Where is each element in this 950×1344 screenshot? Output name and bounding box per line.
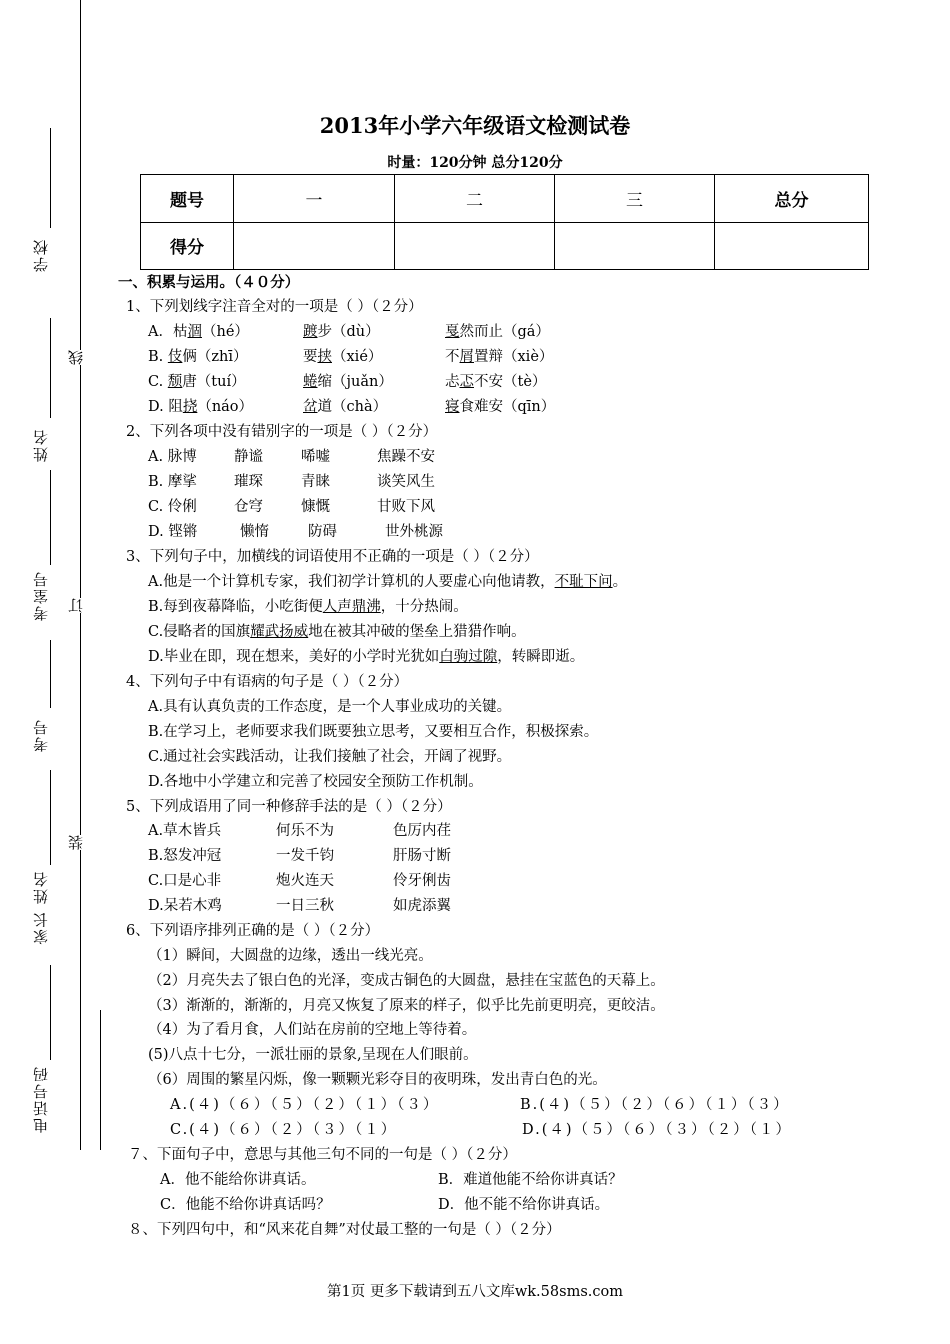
- option-a: A.草木皆兵 何乐不为 色厉内荏: [148, 823, 451, 839]
- option-c: C.(４)（６）（２）（３）（１）: [170, 1122, 398, 1138]
- option-c: C．他能不给你讲真话吗？: [160, 1197, 331, 1213]
- exam-no-label: 考号: [32, 718, 50, 752]
- option-b: B．难道他能不给你讲真话？: [438, 1172, 623, 1188]
- question-stem: 1、下列划线字注音全对的一项是（ ）（２分）: [126, 299, 423, 315]
- question-stem: ８、下列四句中，和“风来花自舞”对仗最工整的一句是（ ）（２分）: [128, 1222, 561, 1238]
- parent-name-blank: [50, 770, 51, 865]
- score-input-cell[interactable]: [715, 222, 869, 270]
- section-heading: 一、积累与运用。（４０分）: [118, 274, 300, 291]
- school-label: 学校: [32, 238, 50, 272]
- name-label: 姓名: [32, 428, 50, 462]
- option-b: B. 摩挲 璀琛 青睐 谈笑风生: [148, 474, 435, 490]
- option-a: A．他不能给你讲真话。: [160, 1172, 316, 1188]
- option-d: D. 阻挠（náo） 岔道（chà） 寝食难安（qīn）: [148, 399, 556, 415]
- parent-name-label: 家长 姓名: [32, 870, 50, 945]
- table-cell: 得分: [141, 222, 234, 270]
- option-c: C. 颓唐（tuí） 蜷缩（juǎn） 忐忑不安（tè）: [148, 374, 547, 390]
- option-a: A．枯涸（hé） 踱步（dù） 戛然而止（gá）: [148, 324, 550, 340]
- sentence-6: （6）周围的繁星闪烁，像一颗颗光彩夺目的夜明珠，发出青白色的光。: [148, 1072, 607, 1088]
- sentence-4: （4）为了看月食，人们站在房前的空地上等待着。: [148, 1022, 477, 1038]
- page-title: 2013年小学六年级语文检测试卷: [319, 113, 631, 138]
- margin-lower-line: [100, 1010, 101, 1150]
- sentence-3: （3）渐渐的，渐渐的，月亮又恢复了原来的样子，似乎比先前更明亮，更皎洁。: [148, 998, 665, 1014]
- option-a: A. 脉博 静谧 唏嘘 焦躁不安: [148, 449, 435, 465]
- table-cell: 三: [555, 175, 715, 223]
- option-b: B.怒发冲冠 一发千钧 肝肠寸断: [148, 848, 451, 864]
- option-b: B.(４)（５）（２）（６）（１）（３）: [520, 1097, 790, 1113]
- table-row: [141, 222, 869, 270]
- question-stem: 2、下列各项中没有错别字的一项是（ ）（２分）: [126, 424, 438, 440]
- question-stem: 3、下列句子中，加横线的词语使用不正确的一项是（ ）（２分）: [126, 549, 539, 565]
- option-d: D.(４)（５）（６）（３）（２）（１）: [522, 1122, 793, 1138]
- question-stem: 5、下列成语用了同一种修辞手法的是（ ）（２分）: [126, 799, 452, 815]
- exam-no-blank: [50, 640, 51, 708]
- option-a: A.具有认真负责的工作态度，是一个人事业成功的关键。: [148, 699, 512, 715]
- exam-room-label: 考室号: [32, 570, 50, 621]
- option-c: C.通过社会实践活动，让我们接触了社会，开阔了视野。: [148, 749, 512, 765]
- table-cell: 一: [234, 175, 395, 223]
- cut-mark-ding: 订: [67, 598, 85, 613]
- exam-room-blank: [50, 470, 51, 565]
- cut-mark-zhuang: 装: [67, 835, 85, 850]
- school-blank: [50, 128, 51, 228]
- score-input-cell[interactable]: [234, 222, 395, 270]
- table-row: [141, 175, 869, 223]
- score-input-cell[interactable]: [395, 222, 555, 270]
- option-d: D.毕业在即，现在想来，美好的小学时光犹如白驹过隙，转瞬即逝。: [148, 649, 585, 665]
- sentence-5: (5)八点十七分，一派壮丽的景象,呈现在人们眼前。: [148, 1047, 478, 1063]
- question-stem: ７、下面句子中，意思与其他三句不同的一句是（ ）（２分）: [128, 1147, 517, 1163]
- option-d: D. 铿锵 懒惰 防碍 世外桃源: [148, 524, 443, 540]
- table-cell: 二: [395, 175, 555, 223]
- phone-blank: [50, 965, 51, 1060]
- option-c: C.口是心非 炮火连天 伶牙俐齿: [148, 873, 451, 889]
- question-stem: 6、下列语序排列正确的是（ ）（２分）: [126, 923, 380, 939]
- score-input-cell[interactable]: [555, 222, 715, 270]
- option-d: D.各地中小学建立和完善了校园安全预防工作机制。: [148, 774, 483, 790]
- table-cell: 总分: [715, 175, 869, 223]
- option-c: C.侵略者的国旗耀武扬威地在被其冲破的堡垒上猎猎作响。: [148, 624, 526, 640]
- phone-label: 电话号码: [32, 1065, 50, 1133]
- page-footer: 第1页 更多下载请到五八文库wk.58sms.com: [327, 1284, 623, 1300]
- sentence-1: （1）瞬间，大圆盘的边缘，透出一线光亮。: [148, 948, 433, 964]
- option-d: D．他不能不给你讲真话。: [438, 1197, 610, 1213]
- table-cell: 题号: [141, 175, 234, 223]
- margin-binding-line: [80, 0, 81, 1150]
- option-c: C. 伶俐 仓穹 慷慨 甘败下风: [148, 499, 435, 515]
- score-table: [140, 174, 869, 270]
- option-a: A.他是一个计算机专家，我们初学计算机的人要虚心向他请教，不耻下问。: [148, 574, 628, 590]
- option-b: B.在学习上，老师要求我们既要独立思考，又要相互合作，积极探索。: [148, 724, 599, 740]
- cut-mark-xian: 线: [67, 350, 85, 365]
- exam-time-and-score: 时量：120分钟 总分120分: [387, 155, 563, 171]
- option-a: A.(４)（６）（５）（２）（１）（３）: [170, 1097, 440, 1113]
- option-b: B. 伎俩（zhī） 要挟（xié） 不屑置辩（xiè）: [148, 349, 554, 365]
- question-stem: 4、下列句子中有语病的句子是（ ）（２分）: [126, 674, 409, 690]
- option-b: B.每到夜幕降临，小吃街便人声鼎沸，十分热闹。: [148, 599, 468, 615]
- option-d: D.呆若木鸡 一日三秋 如虎添翼: [148, 898, 451, 914]
- sentence-2: （2）月亮失去了银白色的光泽，变成古铜色的大圆盘，悬挂在宝蓝色的天幕上。: [148, 973, 665, 989]
- name-blank: [50, 318, 51, 418]
